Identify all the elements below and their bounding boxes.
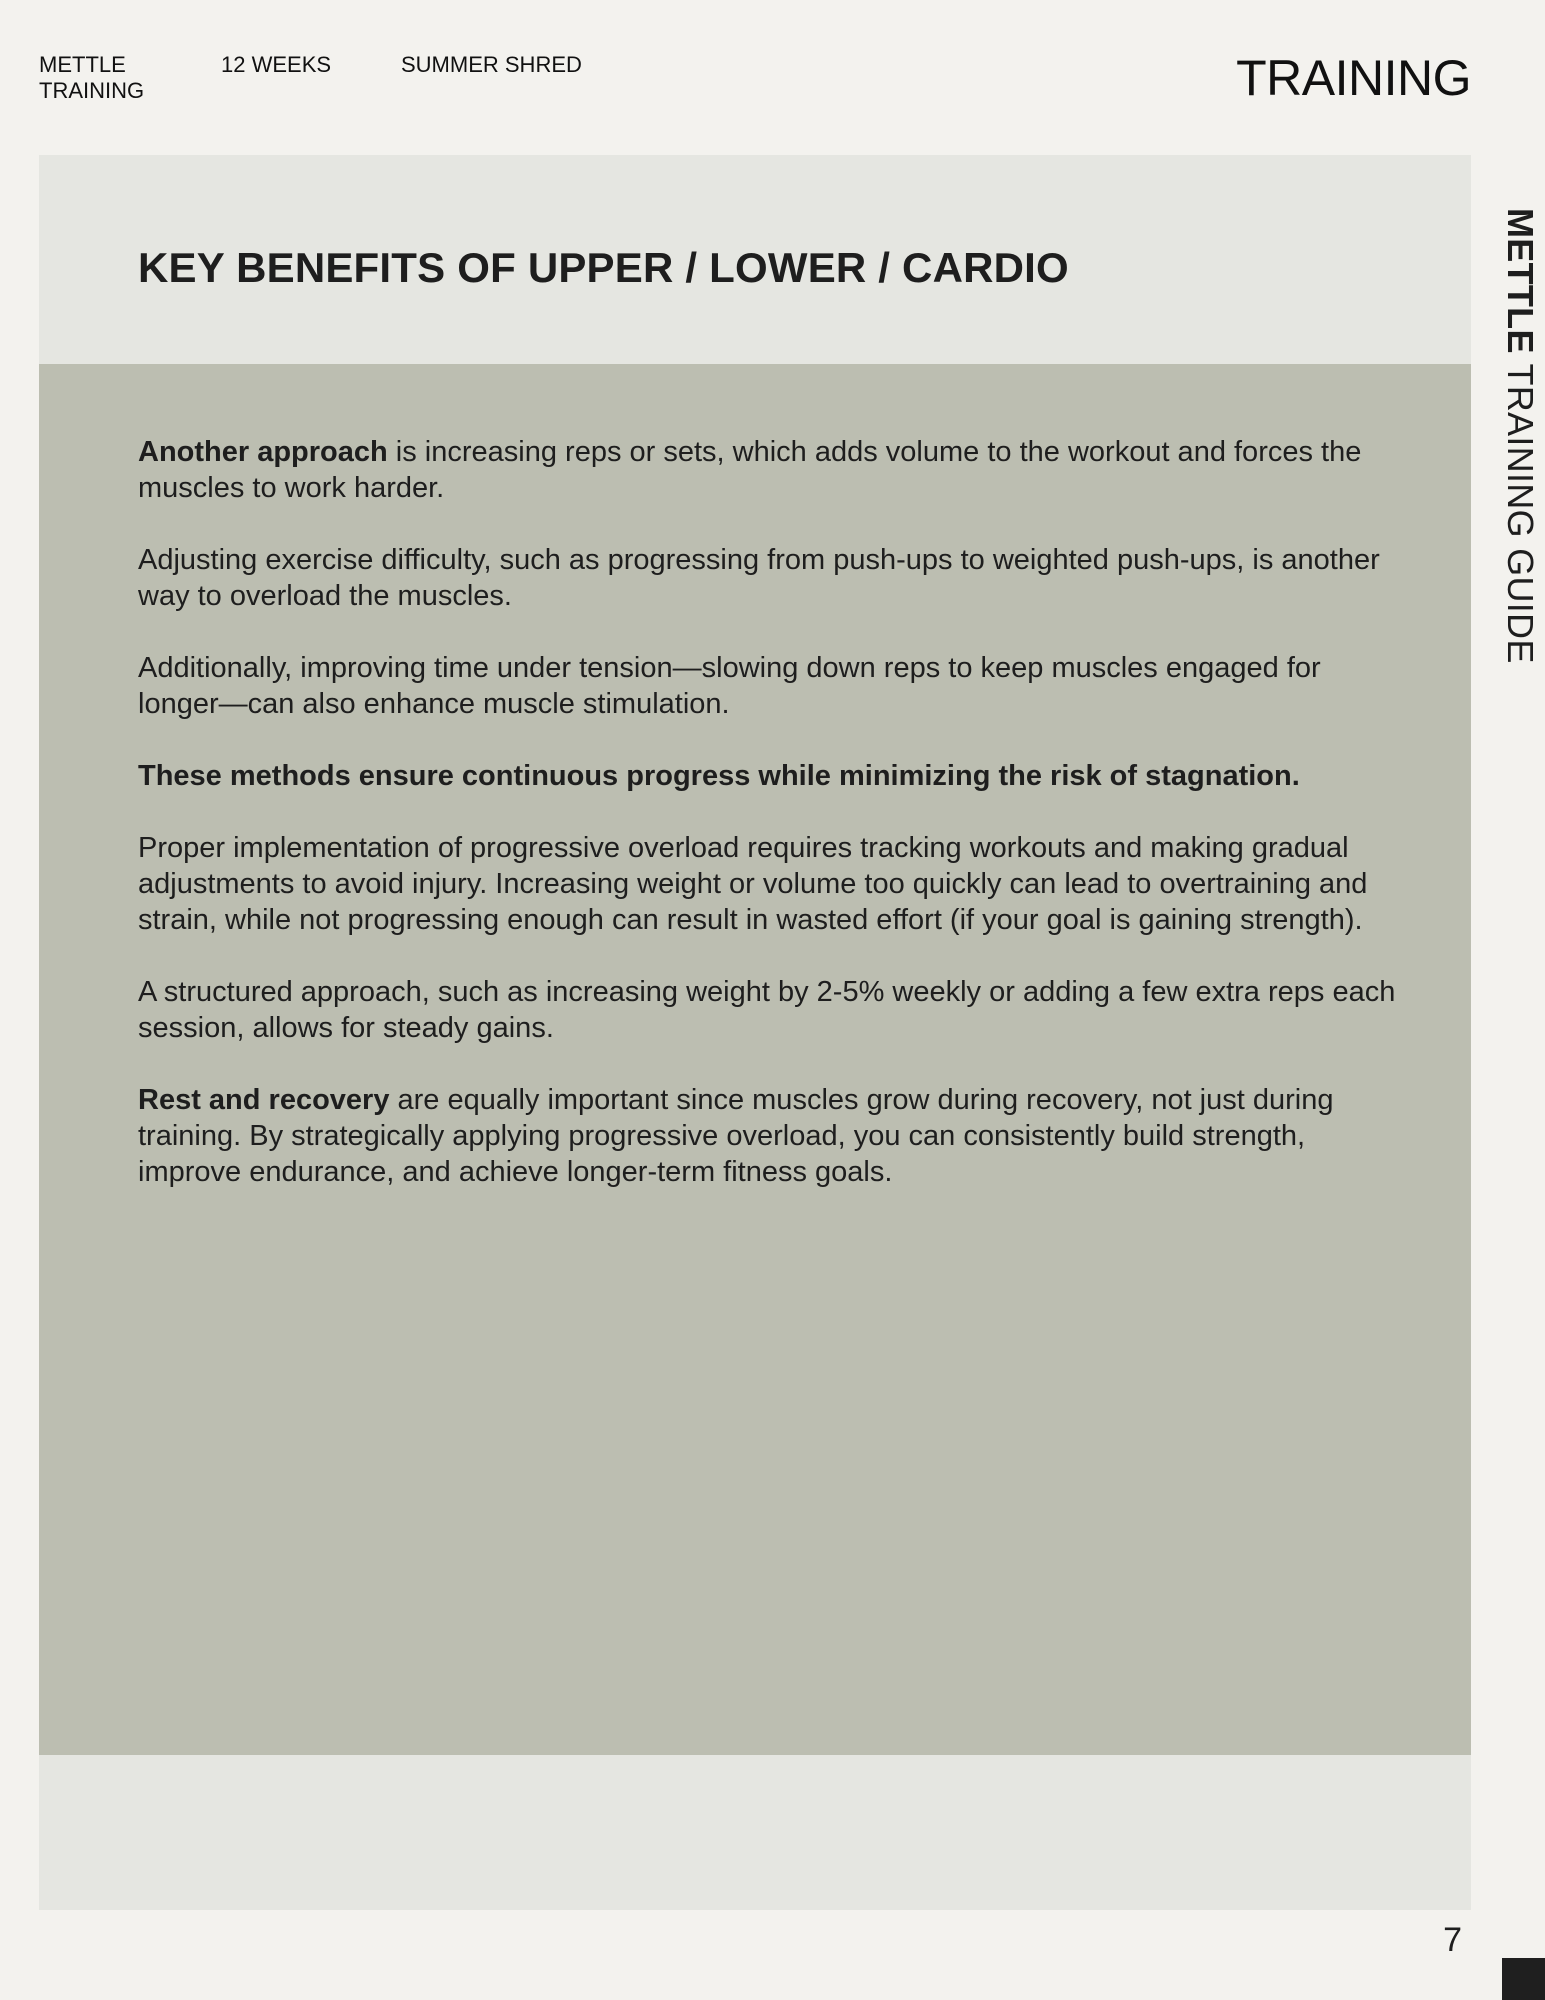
- paragraph-structured-approach: A structured approach, such as increasing weight by 2-5% weekly or adding a few extra reps each session, allows for steady gains.: [138, 976, 1396, 1044]
- paragraph-exercise-difficulty: Adjusting exercise difficulty, such as progressing from push-ups to weighted push-ups, is another way to overload the muscles.: [138, 544, 1380, 612]
- content-body-box: [39, 364, 1471, 1755]
- side-tab: [1500, 208, 1541, 708]
- page-number: 7: [1443, 1921, 1462, 1959]
- content-panel: [39, 155, 1471, 1910]
- paragraph-proper-implementation: Proper implementation of progressive overload requires tracking workouts and making gradual adjustments to avoid injury. Increasing weight or volume too quickly can lead to overtraining and strain, while not progressing enough can result in wasted effort (if your goal is gaining strength).: [138, 832, 1368, 936]
- paragraph-methods-summary: [138, 758, 1398, 794]
- side-tab-guide: TRAINING GUIDE: [1500, 353, 1541, 664]
- paragraph-another-approach: [138, 434, 1398, 506]
- paragraph-text: are equally important since muscles grow during recovery, not just during training. By strategically applying progressive overload, you can consistently build strength, improve endurance, and achieve longer-term fitness goals.: [138, 1084, 1334, 1188]
- paragraph-bold-lead: Another approach: [138, 436, 388, 468]
- paragraph-bold-lead: Rest and recovery: [138, 1084, 390, 1116]
- paragraph-text: is increasing reps or sets, which adds volume to the workout and forces the muscles to work harder.: [138, 436, 1362, 504]
- page-title: KEY BENEFITS OF UPPER / LOWER / CARDIO: [138, 244, 1069, 291]
- paragraph-time-under-tension: Additionally, improving time under tension—slowing down reps to keep muscles engaged for longer—can also enhance muscle stimulation.: [138, 652, 1321, 720]
- body-text: [138, 434, 1398, 1226]
- side-tab-brand: METTLE: [1500, 208, 1541, 354]
- nav-brand-label: METTLE TRAINING: [39, 52, 145, 103]
- nav-duration-label: 12 WEEKS: [221, 52, 332, 77]
- corner-tab-marker: [1502, 1958, 1545, 2000]
- section-heading: TRAINING: [1236, 50, 1471, 106]
- paragraph-bold-statement: These methods ensure continuous progress while minimizing the risk of stagnation.: [138, 760, 1300, 792]
- paragraph-rest-recovery: [138, 1082, 1398, 1190]
- side-tab-label: [1500, 208, 1541, 664]
- nav-program-label: SUMMER SHRED: [401, 52, 582, 77]
